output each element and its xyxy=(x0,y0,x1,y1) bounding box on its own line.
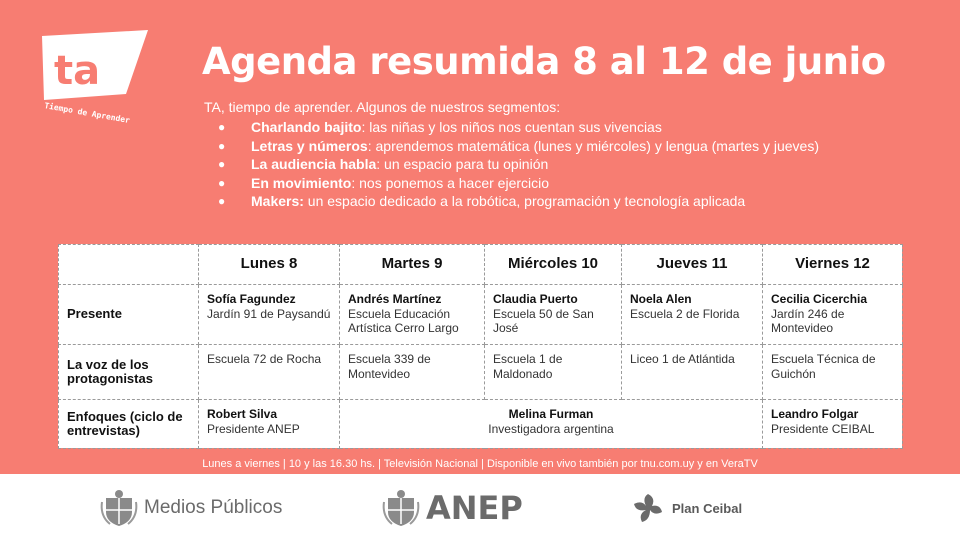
header-row xyxy=(59,245,903,285)
anep-logo xyxy=(382,488,523,528)
segment-name: Charlando bajito xyxy=(251,119,362,135)
segment-desc: : nos ponemos a hacer ejercicio xyxy=(351,174,550,191)
table-row xyxy=(59,345,903,400)
segment-desc: : las niñas y los niños nos cuentan sus vivencias xyxy=(361,119,662,135)
person-name: Noela Alen xyxy=(630,292,692,306)
schedule-grid xyxy=(58,244,903,449)
segment-desc: : aprendemos matemática (lunes y miércoles) y lengua (martes y jueves) xyxy=(367,137,820,154)
segment-name: Letras y números xyxy=(251,137,368,154)
bullet-icon: ● xyxy=(218,157,226,171)
table-cell xyxy=(199,285,340,345)
table-cell xyxy=(622,285,763,345)
segments-list xyxy=(218,118,819,211)
coat-of-arms-icon xyxy=(100,488,138,528)
table-cell xyxy=(340,400,763,449)
table-cell: Escuela 1 de Maldonado xyxy=(485,345,622,400)
person-name: Leandro Folgar xyxy=(771,407,859,421)
table-cell xyxy=(763,400,903,449)
person-place: Escuela 50 de San José xyxy=(493,306,594,335)
person-role: Presidente ANEP xyxy=(207,421,300,436)
day-header: Miércoles 10 xyxy=(485,245,622,285)
segment-name: La audiencia habla xyxy=(251,156,377,172)
row-label: Enfoques (ciclo de entrevistas) xyxy=(59,400,199,449)
person-name: Robert Silva xyxy=(207,407,278,421)
table-cell xyxy=(485,285,622,345)
table-row xyxy=(59,285,903,345)
segment-name: Makers: xyxy=(251,193,304,209)
day-header: Martes 9 xyxy=(340,245,485,285)
ta-logo xyxy=(30,24,160,124)
schedule-table xyxy=(58,244,902,448)
person-name: Cecilia Cicerchia xyxy=(771,292,868,306)
segment-name: En movimiento xyxy=(251,174,352,191)
table-cell xyxy=(340,285,485,345)
person-place: Escuela 2 de Florida xyxy=(630,306,740,321)
plan-ceibal-logo xyxy=(630,488,742,528)
table-cell xyxy=(199,400,340,449)
row-label: Presente xyxy=(59,285,199,345)
table-cell: Escuela 72 de Rocha xyxy=(199,345,340,400)
person-name: Andrés Martínez xyxy=(348,292,442,306)
segment-item xyxy=(218,118,819,137)
day-header: Jueves 11 xyxy=(622,245,763,285)
page-title: Agenda resumida 8 al 12 de junio xyxy=(202,40,886,83)
day-header: Viernes 12 xyxy=(763,245,903,285)
ta-logo-tagline: Tiempo de Aprender xyxy=(43,101,131,124)
bullet-icon: ● xyxy=(218,120,226,134)
day-header: Lunes 8 xyxy=(199,245,340,285)
segment-item xyxy=(218,192,819,211)
coat-of-arms-icon xyxy=(382,488,420,528)
table-row xyxy=(59,400,903,449)
table-cell: Escuela 339 de Montevideo xyxy=(340,345,485,400)
segment-item xyxy=(218,174,819,193)
ta-logo-graphic xyxy=(30,24,160,124)
ta-logo-mark: ta xyxy=(54,48,101,94)
bullet-icon: ● xyxy=(218,175,226,190)
table-cell: Liceo 1 de Atlántida xyxy=(622,345,763,400)
person-name: Claudia Puerto xyxy=(493,292,578,306)
row-label: La voz de los protagonistas xyxy=(59,345,199,400)
person-place: Jardín 91 de Paysandú xyxy=(207,306,331,321)
corner-cell xyxy=(59,245,199,285)
broadcast-info: Lunes a viernes | 10 y las 16.30 hs. | Televisión Nacional | Disponible en vivo también por tnu.com.uy y en VeraTV xyxy=(202,458,758,470)
segment-desc: : un espacio para tu opinión xyxy=(376,156,549,172)
segment-item xyxy=(218,137,819,156)
person-role: Investigadora argentina xyxy=(488,421,614,436)
plan-ceibal-label: Plan Ceibal xyxy=(672,500,743,516)
ceibal-flower-icon xyxy=(630,490,666,526)
segment-desc: un espacio dedicado a la robótica, programación y tecnología aplicada xyxy=(303,193,746,209)
bullet-icon: ● xyxy=(218,194,226,208)
partner-logos xyxy=(0,474,960,540)
table-cell xyxy=(763,285,903,345)
person-role: Presidente CEIBAL xyxy=(771,421,875,436)
table-cell: Escuela Técnica de Guichón xyxy=(763,345,903,400)
person-name: Sofía Fagundez xyxy=(207,292,296,306)
bullet-icon: ● xyxy=(218,138,226,153)
intro-text: TA, tiempo de aprender. Algunos de nuestros segmentos: xyxy=(204,99,561,115)
medios-publicos-label: Medios Públicos xyxy=(144,497,283,518)
person-name: Melina Furman xyxy=(508,407,594,421)
medios-publicos-logo xyxy=(100,488,282,528)
person-place: Jardín 246 de Montevideo xyxy=(771,306,845,335)
segment-item xyxy=(218,155,819,174)
anep-label: ANEP xyxy=(426,489,523,527)
person-place: Escuela Educación Artística Cerro Largo xyxy=(348,306,459,335)
